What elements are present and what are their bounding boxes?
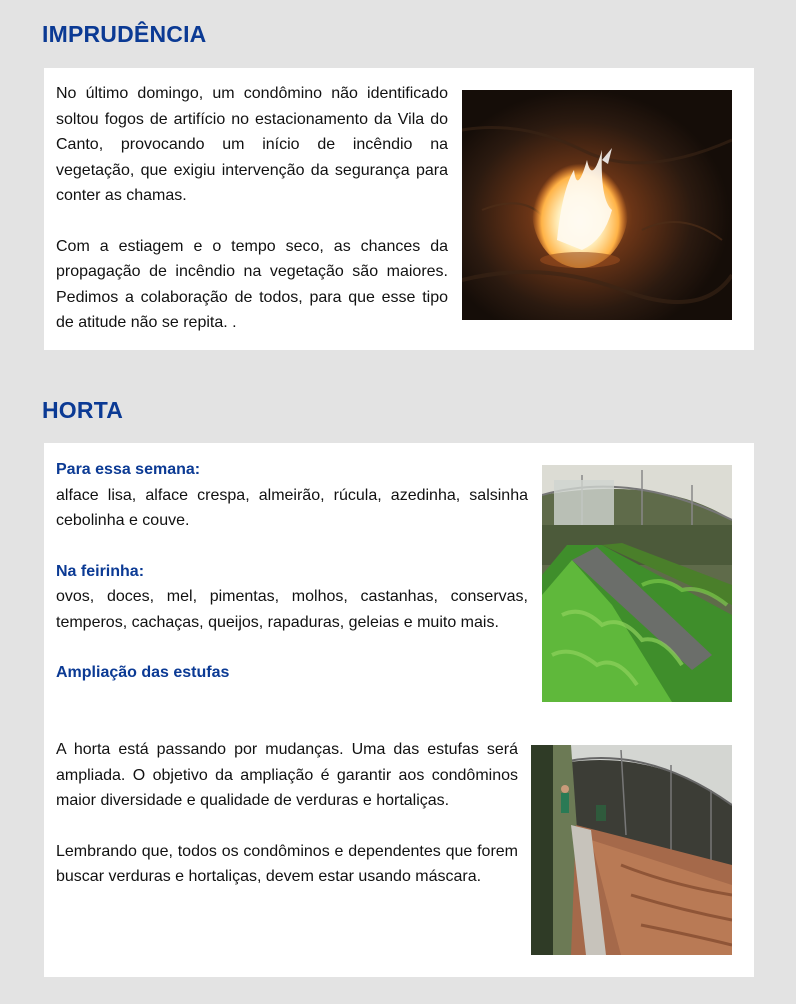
ampliacao-heading: Ampliação das estufas [56,664,230,681]
ampliacao-paragraph-2: Lembrando que, todos os condôminos e dependentes que forem buscar verduras e hortaliças, devem estar usando máscara. [56,842,518,885]
imprudencia-paragraph-1: No último domingo, um condômino não identificado soltou fogos de artifício no estacionamento da Vila do Canto, provocando um início de incêndio na vegetação, que exigiu intervenção da segurança para conter as chamas. [56,85,448,204]
ampliacao-paragraph-1: A horta está passando por mudanças. Uma das estufas será ampliada. O objetivo da ampliação é garantir aos condôminos maior diversidade e qualidade de verduras e hortaliças. [56,741,518,809]
imprudencia-paragraph-2: Com a estiagem e o tempo seco, as chances da propagação de incêndio na vegetação são maiores. Pedimos a colaboração de todos, para que esse tipo de atitude não se repita. . [56,237,448,331]
section-title-imprudencia: IMPRUDÊNCIA [42,21,207,47]
horta-card [44,443,754,977]
fire-photo [462,90,732,320]
semana-text: alface lisa, alface crespa, almeirão, rúcula, azedinha, salsinha cebolinha e couve. [56,486,528,529]
greenhouse-soil-photo [531,745,732,955]
imprudencia-text [56,81,448,336]
greenhouse-lettuce-photo [542,465,732,702]
feirinha-text: ovos, doces, mel, pimentas, molhos, castanhas, conservas, temperos, cachaças, queijos, rapaduras, geleias e muito mais. [56,588,528,631]
imprudencia-card [44,68,754,350]
horta-text-bottom [56,737,518,890]
section-title-horta: HORTA [42,397,124,423]
feirinha-heading: Na feirinha: [56,562,145,580]
semana-heading: Para essa semana: [56,461,201,478]
horta-text-top [56,457,528,686]
